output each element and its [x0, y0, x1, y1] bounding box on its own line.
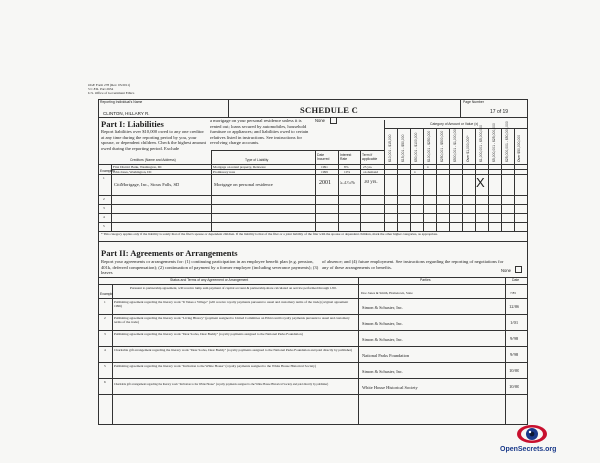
- p2-row-4-parties: National Parks Foundation: [362, 353, 410, 358]
- row-2-num: 2: [103, 197, 105, 201]
- row-5-num: 5: [103, 224, 105, 228]
- examples-label: Examples: [100, 169, 115, 173]
- p2-row-4-num: 4: [104, 348, 106, 352]
- part2-example-label: Example: [100, 292, 114, 296]
- row-1-mark: X: [476, 176, 485, 190]
- part2-none-label: None: [501, 268, 512, 273]
- reporting-label: Reporting Individual's Name: [100, 100, 143, 104]
- example-2-creditor: John Jones, Washington, DC: [113, 170, 152, 174]
- example-1-rate: 8%: [344, 165, 349, 169]
- example-2-mark: x: [414, 170, 416, 174]
- col-parties: Parties: [420, 278, 431, 282]
- p2-row-2-status: Publishing agreement regarding the literary work "Living History" (payment assigned to United Committee on Ethics until royalty payments pursuant to usual and customary terms of the trade): [114, 316, 350, 324]
- p2-row-3-date: 9/98: [510, 336, 519, 341]
- p2-row-5-num: 5: [104, 364, 106, 368]
- p2-row-1-status: Publishing agreement regarding the literary work "It Takes a Village" (will receive royalty payments pursuant to usual and customary terms of the trade) (original agreement 1996): [114, 300, 349, 308]
- p2-row-3-parties: Simon & Schuster, Inc.: [362, 337, 403, 342]
- part2-example-parties: Doe Jones & Smith, Hometown, State: [361, 291, 413, 295]
- part1-intro-right: a mortgage on your personal residence unless it is rented out; loans secured by automobiles, household furniture or appliances; and liabilities owed to certain relatives listed in instructions. See instructions for revolving charge accounts.: [210, 118, 309, 146]
- example-2-date: 1999: [321, 170, 328, 174]
- part2-example-status: Pursuant to partnership agreement, will receive lump sum payment of capital account & partnership share calculated on service performed through 1/00.: [130, 286, 337, 290]
- example-1-type: Mortgage on rental property, Delaware: [213, 165, 266, 169]
- example-1-creditor: First District Bank, Washington, DC: [113, 165, 163, 169]
- p2-row-6-status: Charitable gift arrangement regarding the literary work "Invitation to the White House" (royalty payments assigned to the White House Historical Society and paid directly by publisher): [114, 382, 329, 386]
- part1-none-checkbox[interactable]: [330, 117, 337, 124]
- part1-footnote: * This category applies only if the liability is solely that of the filer's spouse or dependent children. If the liability is that of the filer or a joint liability of the filer with the spouse or dependent children, mark the other higher categories, as appropriate.: [101, 232, 438, 236]
- amount-col-5: $250,001 - $500,000: [440, 130, 444, 162]
- p2-row-6-parties: White House Historical Society: [362, 385, 418, 390]
- part2-none-checkbox[interactable]: [515, 266, 522, 273]
- part1-intro-left: Report liabilities over $10,000 owed to any one creditor at any time during the reporting period by you, your spouse, or dependent children. Check the highest amount owed during the reporting period. Exclude: [101, 129, 206, 151]
- col-date: Date Incurred: [317, 153, 330, 161]
- part1-title: Part I: Liabilities: [101, 119, 164, 129]
- row-4-num: 4: [103, 215, 105, 219]
- row-1-type: Mortgage on personal residence: [214, 182, 273, 187]
- p2-row-1-num: 1: [104, 300, 106, 304]
- p2-row-3-num: 3: [104, 332, 106, 336]
- row-1-num: 1: [103, 176, 105, 180]
- row-3-num: 3: [103, 206, 105, 210]
- reporting-name: CLINTON, HILLARY R.: [103, 111, 150, 116]
- col-status: Status and Terms of any Agreement or Arrangement: [170, 278, 249, 282]
- form-line-2: 5 C.F.R. Part 2634: [88, 87, 114, 91]
- example-2-rate: 10%: [344, 170, 351, 174]
- p2-row-2-num: 2: [104, 316, 106, 320]
- col-creditor: Creditors (Name and Address): [130, 158, 176, 162]
- form-info: [88, 83, 134, 95]
- p2-row-5-parties: Simon & Schuster, Inc.: [362, 369, 403, 374]
- page-number: 17 of 19: [490, 109, 509, 115]
- p2-row-1-date: 12/06: [509, 304, 520, 309]
- p2-row-2-date: 1/01: [510, 320, 519, 325]
- opensecrets-eye-logo: [516, 421, 548, 447]
- example-1-term: 25 yrs.: [363, 165, 373, 169]
- p2-row-6-date: 10/00: [509, 384, 520, 389]
- row-1-rate: 5.375%: [340, 181, 355, 186]
- p2-row-1-parties: Simon & Schuster, Inc.: [362, 305, 403, 310]
- example-1-date: 1991: [321, 165, 328, 169]
- p2-row-4-status: Charitable gift arrangement regarding the literary work "Dear Socks, Dear Buddy" (royalty payments assigned to the National Parks Foundation and paid directly by publisher): [114, 348, 353, 352]
- example-1-mark: x: [427, 165, 429, 169]
- col-date: Date: [512, 278, 520, 282]
- part2-example-date: 7/85: [510, 291, 517, 295]
- p2-row-5-date: 10/00: [509, 368, 520, 373]
- amount-col-9: $5,000,001 - $25,000,000: [492, 123, 496, 162]
- amount-col-3: $50,001 - $100,000: [414, 132, 418, 162]
- form-line-3: U.S. Office of Government Ethics: [88, 91, 135, 95]
- p2-row-4-date: 9/98: [510, 352, 519, 357]
- example-2-term: on demand: [363, 170, 378, 174]
- part2-title: Part II: Agreements or Arrangements: [101, 248, 238, 258]
- col-rate: Interest Rate: [340, 153, 352, 161]
- row-1-date: 2001: [319, 180, 331, 186]
- p2-row-2-parties: Simon & Schuster, Inc.: [362, 321, 403, 326]
- category-header: Category of Amount or Value (x): [430, 122, 479, 126]
- part2-intro-left: Report your agreements or arrangements for: (1) continuing participation in an employee benefit plan (e.g. pension, 401k, deferred compensation); (2) continuation of payment by a former employer (including severance payments); (3) leaves: [101, 259, 319, 276]
- amount-col-10: $25,000,001 - $50,000,000: [505, 121, 509, 162]
- amount-col-7: Over $1,000,000*: [466, 135, 470, 162]
- amount-col-4: $100,001 - $250,000: [427, 130, 431, 162]
- p2-row-6-num: 6: [104, 380, 106, 384]
- row-1-term: 30 yrs.: [364, 180, 378, 185]
- opensecrets-watermark: OpenSecrets.org: [500, 446, 557, 453]
- amount-col-8: $1,000,001 - $5,000,000: [479, 125, 483, 162]
- amount-col-2: $15,001 - $50,000: [401, 134, 405, 162]
- amount-col-1: $10,001 - $15,000: [388, 134, 392, 162]
- col-type: Type of Liability: [245, 158, 269, 162]
- example-2-type: Promissory note: [213, 170, 236, 174]
- part2-intro-right: of absence; and (4) future employment. See instructions regarding the reporting of negotiations for any of these arrangements or benefits.: [322, 259, 504, 270]
- col-term: Term if applicable: [362, 153, 378, 161]
- form-line-1: OGE Form 278 (Rev. 03/2011): [88, 83, 131, 87]
- schedule-title: SCHEDULE C: [300, 105, 359, 115]
- p2-row-5-status: Publishing agreement regarding the literary work "Invitation to the White House" (royalty payments assigned to the White House Historical Society): [114, 364, 316, 368]
- part1-none-label: None: [315, 118, 326, 123]
- row-1-creditor: CitiMortgage, Inc., Sioux Falls, SD: [114, 182, 180, 187]
- page-label: Page Number: [463, 100, 484, 104]
- amount-col-11: Over $50,000,000: [517, 134, 521, 162]
- amount-col-6: $500,001 - $1,000,000: [453, 127, 457, 162]
- p2-row-3-status: Publishing agreement regarding the literary work "Dear Socks, Dear Buddy" (royalty payments assigned to the National Parks Foundation): [114, 332, 303, 336]
